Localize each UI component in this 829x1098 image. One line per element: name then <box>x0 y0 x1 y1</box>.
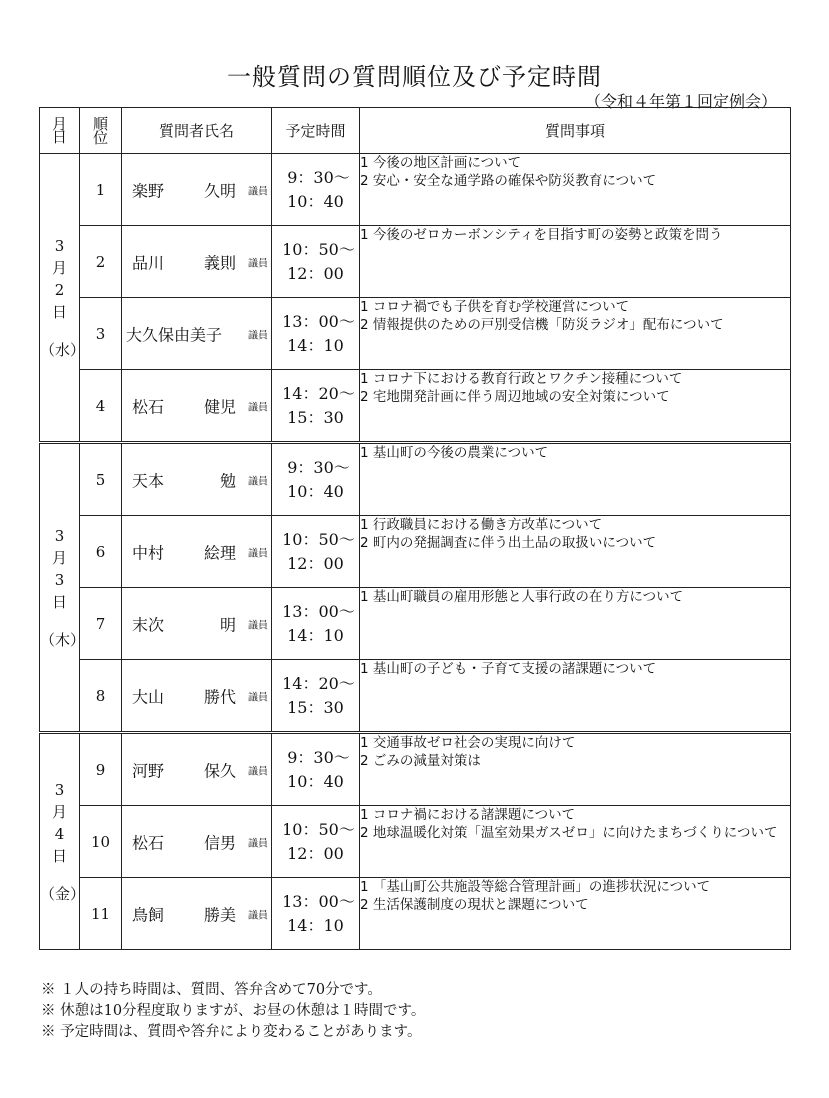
member-family-name: 楽野 <box>132 181 165 200</box>
member-role: 議員 <box>248 910 268 921</box>
member-name <box>132 250 236 273</box>
table-row <box>40 443 791 516</box>
start-time: 13：00～ <box>282 311 355 331</box>
time-cell <box>272 154 360 226</box>
question-item: 1 コロナ禍でも子供を育む学校運営について <box>360 299 630 315</box>
member-name <box>132 612 236 635</box>
note-line: ※ 休憩は10分程度取りますが、お昼の休憩は１時間です。 <box>41 1003 426 1019</box>
member-family-name: 松石 <box>132 833 165 852</box>
table-row <box>40 878 791 950</box>
member-family-name: 鳥飼 <box>132 905 165 924</box>
question-item: 1 コロナ禍における諸課題について <box>360 807 576 823</box>
member-role: 議員 <box>248 838 268 849</box>
start-time: 10：50～ <box>282 239 355 259</box>
table-row <box>40 733 791 806</box>
start-time: 9：30～ <box>287 167 350 187</box>
items-cell <box>360 154 791 226</box>
member-name <box>132 468 236 491</box>
member-given-name: 久明 <box>203 181 236 200</box>
member-role: 議員 <box>248 258 268 269</box>
rank-cell: 8 <box>80 660 122 733</box>
rank-cell: 1 <box>80 154 122 226</box>
schedule-table <box>39 107 791 950</box>
table-row <box>40 588 791 660</box>
table-row <box>40 370 791 443</box>
question-item: 1 基山町職員の雇用形態と人事行政の在り方について <box>360 589 684 605</box>
member-family-name: 中村 <box>132 543 165 562</box>
member-family-name: 松石 <box>132 397 165 416</box>
rank-cell: 9 <box>80 733 122 806</box>
items-cell <box>360 370 791 443</box>
question-item: 2 地球温暖化対策「温室効果ガスゼロ」に向けたまちづくりについて <box>360 825 778 841</box>
member-name <box>132 902 236 925</box>
items-cell <box>360 298 791 370</box>
question-item: 2 ごみの減量対策は <box>360 753 481 769</box>
table-row <box>40 226 791 298</box>
time-cell <box>272 806 360 878</box>
name-cell <box>122 588 272 660</box>
items-cell <box>360 588 791 660</box>
start-time: 10：50～ <box>282 819 355 839</box>
date-char: 月 <box>51 802 67 821</box>
weekday: （木） <box>40 630 86 649</box>
question-item: 2 情報提供のための戸別受信機「防災ラジオ」配布について <box>360 317 724 333</box>
start-time: 14：20～ <box>282 383 355 403</box>
end-time: 12：00 <box>287 843 344 863</box>
member-name <box>132 758 236 781</box>
time-cell <box>272 878 360 950</box>
header-rank: 順 位 <box>80 108 122 154</box>
question-item: 2 町内の発掘調査に伴う出土品の取扱いについて <box>360 535 657 551</box>
member-family-name: 末次 <box>132 615 165 634</box>
member-family-name: 大山 <box>132 687 165 706</box>
end-time: 10：40 <box>287 191 344 211</box>
member-role: 議員 <box>248 620 268 631</box>
weekday: （金） <box>40 884 86 903</box>
start-time: 9：30～ <box>287 747 350 767</box>
name-cell <box>122 298 272 370</box>
end-time: 15：30 <box>287 697 344 717</box>
member-given-name: 勝代 <box>203 687 236 706</box>
date-char: 2 <box>54 280 65 299</box>
member-role: 議員 <box>248 548 268 559</box>
name-cell <box>122 733 272 806</box>
page-subtitle: （令和４年第１回定例会） <box>584 92 777 111</box>
table-row <box>40 806 791 878</box>
question-item: 1 交通事故ゼロ社会の実現に向けて <box>360 735 576 751</box>
date-char: 日 <box>51 302 67 321</box>
items-cell <box>360 660 791 733</box>
name-cell <box>122 443 272 516</box>
member-name <box>132 178 236 201</box>
question-item: 1 基山町の今後の農業について <box>360 445 549 461</box>
end-time: 14：10 <box>287 915 344 935</box>
items-cell <box>360 443 791 516</box>
question-item: 1 今後の地区計画について <box>360 155 522 171</box>
member-family-name: 品川 <box>132 253 165 272</box>
member-role: 議員 <box>248 766 268 777</box>
question-item: 1 今後のゼロカーボンシティを目指す町の姿勢と政策を問う <box>360 227 723 243</box>
date-char: 日 <box>51 846 67 865</box>
header-items: 質問事項 <box>360 108 791 154</box>
member-given-name: 勝美 <box>203 905 236 924</box>
member-name-full: 大久保由美子 <box>126 325 223 344</box>
notes <box>41 980 425 1043</box>
name-cell <box>122 154 272 226</box>
items-cell <box>360 733 791 806</box>
note-line: ※ 予定時間は、質問や答弁により変わることがあります。 <box>41 1024 422 1040</box>
items-cell <box>360 806 791 878</box>
weekday: （水） <box>40 340 86 359</box>
member-name <box>132 684 236 707</box>
items-cell <box>360 516 791 588</box>
date-char: 4 <box>54 824 65 843</box>
rank-cell: 11 <box>80 878 122 950</box>
rank-cell: 6 <box>80 516 122 588</box>
time-cell <box>272 226 360 298</box>
header-date: 月 日 <box>40 108 80 154</box>
table-row <box>40 660 791 733</box>
member-name <box>126 322 230 345</box>
member-given-name: 義則 <box>203 253 236 272</box>
date-cell <box>40 443 86 733</box>
time-cell <box>272 733 360 806</box>
member-role: 議員 <box>248 476 268 487</box>
name-cell <box>122 226 272 298</box>
time-cell <box>272 516 360 588</box>
member-name <box>132 540 236 563</box>
end-time: 15：30 <box>287 407 344 427</box>
page-title: 一般質問の質問順位及び予定時間 <box>227 63 602 91</box>
name-cell <box>122 806 272 878</box>
time-cell <box>272 660 360 733</box>
member-role: 議員 <box>248 186 268 197</box>
question-item: 2 生活保護制度の現状と課題について <box>360 897 589 913</box>
rank-cell: 10 <box>80 806 122 878</box>
date-char: 3 <box>54 526 65 545</box>
start-time: 13：00～ <box>282 891 355 911</box>
member-given-name: 勉 <box>219 471 236 490</box>
member-role: 議員 <box>248 402 268 413</box>
rank-cell: 7 <box>80 588 122 660</box>
name-cell <box>122 370 272 443</box>
question-item: 1 コロナ下における教育行政とワクチン接種について <box>360 371 683 387</box>
date-char: 3 <box>54 236 65 255</box>
name-cell <box>122 878 272 950</box>
question-item: 2 宅地開発計画に伴う周辺地域の安全対策について <box>360 389 670 405</box>
date-char: 月 <box>51 548 67 567</box>
items-cell <box>360 226 791 298</box>
name-cell <box>122 660 272 733</box>
end-time: 10：40 <box>287 481 344 501</box>
items-cell <box>360 878 791 950</box>
header-time: 予定時間 <box>272 108 360 154</box>
end-time: 10：40 <box>287 771 344 791</box>
start-time: 9：30～ <box>287 457 350 477</box>
end-time: 14：10 <box>287 335 344 355</box>
table-row <box>40 154 791 226</box>
time-cell <box>272 588 360 660</box>
date-char: 3 <box>54 570 65 589</box>
date-char: 日 <box>51 592 67 611</box>
member-given-name: 健児 <box>203 397 236 416</box>
date-char: 3 <box>54 780 65 799</box>
member-role: 議員 <box>248 330 268 341</box>
question-item: 1 行政職員における働き方改革について <box>360 517 603 533</box>
question-item: 2 安心・安全な通学路の確保や防災教育について <box>360 173 657 189</box>
member-name <box>132 830 236 853</box>
time-cell <box>272 298 360 370</box>
start-time: 10：50～ <box>282 529 355 549</box>
time-cell <box>272 443 360 516</box>
table-row <box>40 298 791 370</box>
time-cell <box>272 370 360 443</box>
question-item: 1 「基山町公共施設等総合管理計画」の進捗状況について <box>360 879 711 895</box>
schedule-body <box>40 154 791 950</box>
question-item: 1 基山町の子ども・子育て支援の諸課題について <box>360 661 657 677</box>
member-given-name: 絵理 <box>203 543 236 562</box>
rank-cell: 2 <box>80 226 122 298</box>
date-cell <box>40 154 86 443</box>
rank-cell: 4 <box>80 370 122 443</box>
end-time: 12：00 <box>287 553 344 573</box>
member-role: 議員 <box>248 692 268 703</box>
member-given-name: 明 <box>219 615 236 634</box>
end-time: 12：00 <box>287 263 344 283</box>
member-family-name: 天本 <box>132 471 165 490</box>
member-given-name: 保久 <box>203 761 236 780</box>
name-cell <box>122 516 272 588</box>
date-cell <box>40 733 86 950</box>
header-name: 質問者氏名 <box>122 108 272 154</box>
end-time: 14：10 <box>287 625 344 645</box>
table-row <box>40 516 791 588</box>
header-row <box>40 108 791 154</box>
note-line: ※ １人の持ち時間は、質問、答弁含めて70分です。 <box>41 982 382 998</box>
member-family-name: 河野 <box>132 761 165 780</box>
date-char: 月 <box>51 258 67 277</box>
member-given-name: 信男 <box>203 833 236 852</box>
start-time: 14：20～ <box>282 673 355 693</box>
rank-cell: 3 <box>80 298 122 370</box>
rank-cell: 5 <box>80 443 122 516</box>
member-name <box>132 394 236 417</box>
start-time: 13：00～ <box>282 601 355 621</box>
